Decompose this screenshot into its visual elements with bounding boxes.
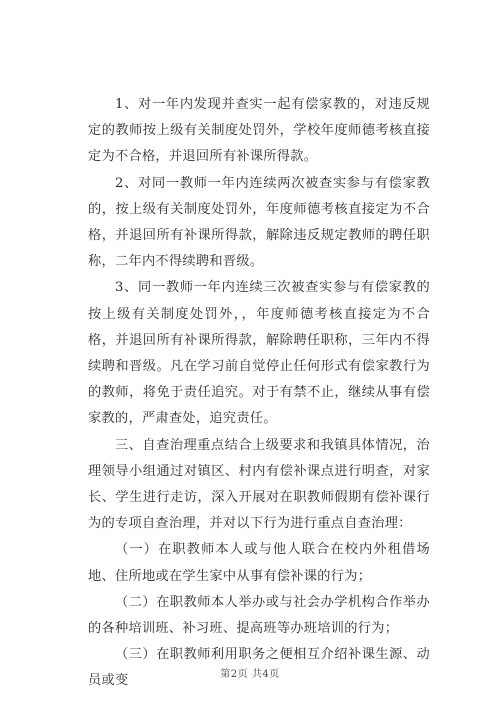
paragraph-rule-2: 2、对同一教师一年内连续两次被查实参与有偿家教的，按上级有关制度处罚外，年度师德考核直接定为不合格，并退回所有补课所得款，解除违反规定教师的聘任职称，二年内不得续聘和晋级。 [88,175,430,270]
paragraph-rule-1: 1、对一年内发现并查实一起有偿家教的，对违反规定的教师按上级有关制度处罚外，学校年度师德考核直接定为不合格，并退回所有补课所得款。 [88,97,430,165]
document-body [88,92,430,695]
paragraph-rule-3: 3、同一教师一年内连续三次被查实参与有偿家教的按上级有关制度处罚外，，年度师德考核直接定为不合格，并退回所有补课所得款，解除聘任职称，三年内不得续聘和晋级。凡在学习前自觉停止任何形式有偿家教行为的教师，将免于责任追究。对于有禁不止，继续从事有偿家教的，严肃查处，追究责任。 [88,280,430,427]
paragraph-section-3: 三、自查治理重点结合上级要求和我镇具体情况，治理领导小组通过对镇区、村内有偿补课点进行明查，对家长、学生进行走访，深入开展对在职教师假期有偿补课行为的专项自查治理，并对以下行为进行重点自查治理： [88,437,430,532]
paragraph-item-1: （一）在职教师本人或与他人联合在校内外租借场地、住所地或在学生家中从事有偿补课的行为； [88,542,430,584]
page-number: 第2页 共4页 [220,669,280,680]
paragraph-item-3: （三）在职教师利用职务之便相互介绍补课生源、动员或变 [88,647,430,689]
paragraph-item-2: （二）在职教师本人举办或与社会办学机构合作举办的各种培训班、补习班、提高班等办班培训的行为； [88,594,430,637]
